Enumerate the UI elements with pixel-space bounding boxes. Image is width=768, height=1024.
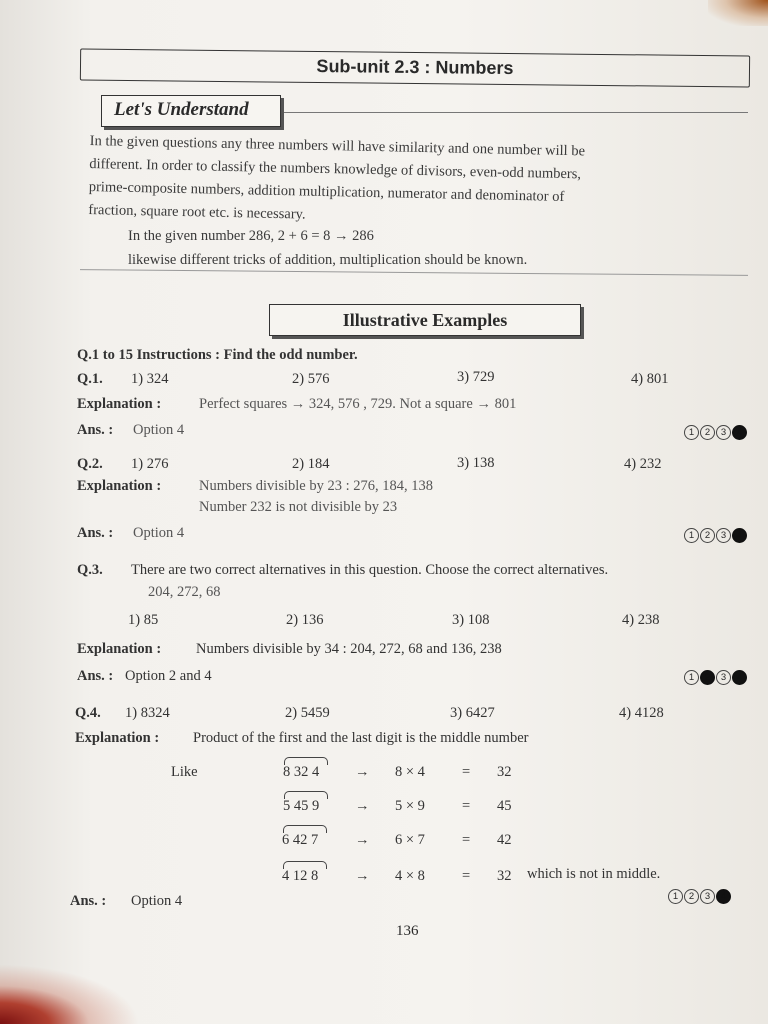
q4-row-note: which is not in middle. bbox=[527, 866, 661, 882]
q2-answer: Option 4 bbox=[133, 525, 185, 541]
bubble-1: 1 bbox=[668, 889, 683, 904]
q4-like: Like bbox=[171, 764, 198, 780]
subunit-title-box bbox=[80, 48, 750, 87]
bubble-2: 2 bbox=[700, 425, 715, 440]
q4-row-number: 6 42 7 bbox=[282, 832, 319, 848]
q2-ans-label: Ans. : bbox=[77, 525, 114, 541]
q4-row-number: 5 45 9 bbox=[283, 798, 320, 814]
q1-option-2: 2) 576 bbox=[292, 371, 330, 387]
bubble-4-filled: 4 bbox=[732, 670, 747, 685]
section-rule bbox=[278, 112, 748, 113]
q4-row-number: 4 12 8 bbox=[282, 868, 319, 884]
q4-option-3: 3) 6427 bbox=[450, 705, 495, 721]
q3-option-4: 4) 238 bbox=[622, 612, 660, 628]
q2-explanation-2: Number 232 is not divisible by 23 bbox=[199, 499, 398, 515]
q1-answer-bubbles bbox=[684, 423, 748, 440]
q4-option-2: 2) 5459 bbox=[285, 705, 330, 721]
q4-label: Q.4. bbox=[75, 705, 101, 721]
illustrative-examples-box bbox=[269, 304, 581, 336]
q4-explanation: Product of the first and the last digit is the middle number bbox=[193, 730, 529, 746]
q1-option-1: 1) 324 bbox=[131, 371, 169, 387]
q3-ans-label: Ans. : bbox=[77, 668, 114, 684]
q1-answer: Option 4 bbox=[133, 422, 185, 438]
q4-row-product: 4 × 8 bbox=[395, 868, 425, 884]
q4-row-number: 8 32 4 bbox=[283, 764, 320, 780]
lets-understand-heading: Let's Understand bbox=[114, 99, 249, 120]
q4-row-product: 6 × 7 bbox=[395, 832, 425, 848]
q4-row-eq: = bbox=[462, 832, 471, 848]
subunit-title: Sub-unit 2.3 : Numbers bbox=[316, 55, 514, 79]
page-edge-shadow-bottom bbox=[0, 964, 140, 1024]
q4-answer: Option 4 bbox=[131, 893, 183, 909]
q3-answer-bubbles bbox=[684, 668, 748, 685]
q4-option-4: 4) 4128 bbox=[619, 705, 664, 721]
q2-option-2: 2) 184 bbox=[292, 456, 330, 472]
bubble-3: 3 bbox=[700, 889, 715, 904]
q4-answer-bubbles bbox=[668, 887, 732, 904]
arrow-icon: → bbox=[355, 798, 370, 814]
bubble-3: 3 bbox=[716, 670, 731, 685]
q1-option-3: 3) 729 bbox=[457, 369, 495, 385]
q3-numbers: 204, 272, 68 bbox=[148, 584, 221, 600]
intro-line: prime-composite numbers, addition multiplication, numerator and denominator of bbox=[88, 178, 565, 205]
q3-option-2: 2) 136 bbox=[286, 612, 324, 628]
arrow-icon: → bbox=[355, 868, 370, 884]
bubble-4-filled: 4 bbox=[732, 425, 747, 440]
q4-row-result: 45 bbox=[497, 798, 512, 814]
q4-explanation-label: Explanation : bbox=[75, 730, 160, 746]
intro-line: fraction, square root etc. is necessary. bbox=[88, 201, 306, 223]
q1-option-4: 4) 801 bbox=[631, 371, 669, 387]
q3-answer: Option 2 and 4 bbox=[125, 668, 212, 684]
q4-row-eq: = bbox=[462, 798, 471, 814]
q1-label: Q.1. bbox=[77, 371, 103, 387]
q4-row-product: 5 × 9 bbox=[395, 798, 425, 814]
q1-ans-label: Ans. : bbox=[77, 422, 114, 438]
bubble-3: 3 bbox=[716, 528, 731, 543]
q4-row-result: 32 bbox=[497, 868, 512, 884]
q4-option-1: 1) 8324 bbox=[125, 705, 170, 721]
q2-explanation-label: Explanation : bbox=[77, 478, 162, 494]
page-number: 136 bbox=[396, 923, 419, 939]
bubble-2-filled: 2 bbox=[700, 670, 715, 685]
bubble-3: 3 bbox=[716, 425, 731, 440]
intro-line: In the given questions any three numbers will have similarity and one number will be bbox=[89, 132, 586, 160]
intro-divider bbox=[80, 269, 748, 276]
bubble-2: 2 bbox=[684, 889, 699, 904]
q2-answer-bubbles bbox=[684, 526, 748, 543]
q4-ans-label: Ans. : bbox=[70, 893, 107, 909]
bubble-4-filled: 4 bbox=[716, 889, 731, 904]
q4-row-result: 32 bbox=[497, 764, 512, 780]
q1-explanation: Perfect squares → 324, 576 , 729. Not a square → 801 bbox=[199, 396, 517, 412]
q4-row-eq: = bbox=[462, 764, 471, 780]
arrow-icon: → bbox=[355, 832, 370, 848]
bubble-1: 1 bbox=[684, 425, 699, 440]
lets-understand-box bbox=[101, 95, 281, 127]
q2-label: Q.2. bbox=[77, 456, 103, 472]
q3-label: Q.3. bbox=[77, 562, 103, 578]
intro-line: different. In order to classify the numbers knowledge of divisors, even-odd numbers, bbox=[89, 155, 582, 183]
instructions: Q.1 to 15 Instructions : Find the odd number. bbox=[77, 347, 358, 363]
intro-tricks: likewise different tricks of addition, multiplication should be known. bbox=[128, 252, 528, 268]
q2-option-4: 4) 232 bbox=[624, 456, 662, 472]
bubble-2: 2 bbox=[700, 528, 715, 543]
bubble-4-filled: 4 bbox=[732, 528, 747, 543]
illustrative-examples-heading: Illustrative Examples bbox=[342, 310, 508, 330]
bubble-1: 1 bbox=[684, 670, 699, 685]
q3-option-1: 1) 85 bbox=[128, 612, 159, 628]
q1-explanation-label: Explanation : bbox=[77, 396, 162, 412]
bubble-1: 1 bbox=[684, 528, 699, 543]
q3-explanation: Numbers divisible by 34 : 204, 272, 68 and 136, 238 bbox=[196, 641, 502, 657]
q2-explanation: Numbers divisible by 23 : 276, 184, 138 bbox=[199, 478, 434, 494]
q3-question: There are two correct alternatives in this question. Choose the correct alternatives. bbox=[131, 562, 609, 578]
q2-option-3: 3) 138 bbox=[457, 455, 495, 471]
arrow-icon: → bbox=[355, 764, 370, 780]
q4-row-product: 8 × 4 bbox=[395, 764, 425, 780]
q3-explanation-label: Explanation : bbox=[77, 641, 162, 657]
page-edge-shadow-top bbox=[708, 0, 768, 26]
intro-example: In the given number 286, 2 + 6 = 8 → 286 bbox=[128, 228, 374, 244]
q4-row-result: 42 bbox=[497, 832, 512, 848]
intro-paragraph bbox=[88, 130, 750, 236]
q3-option-3: 3) 108 bbox=[452, 612, 490, 628]
q4-row-eq: = bbox=[462, 868, 471, 884]
q2-option-1: 1) 276 bbox=[131, 456, 169, 472]
